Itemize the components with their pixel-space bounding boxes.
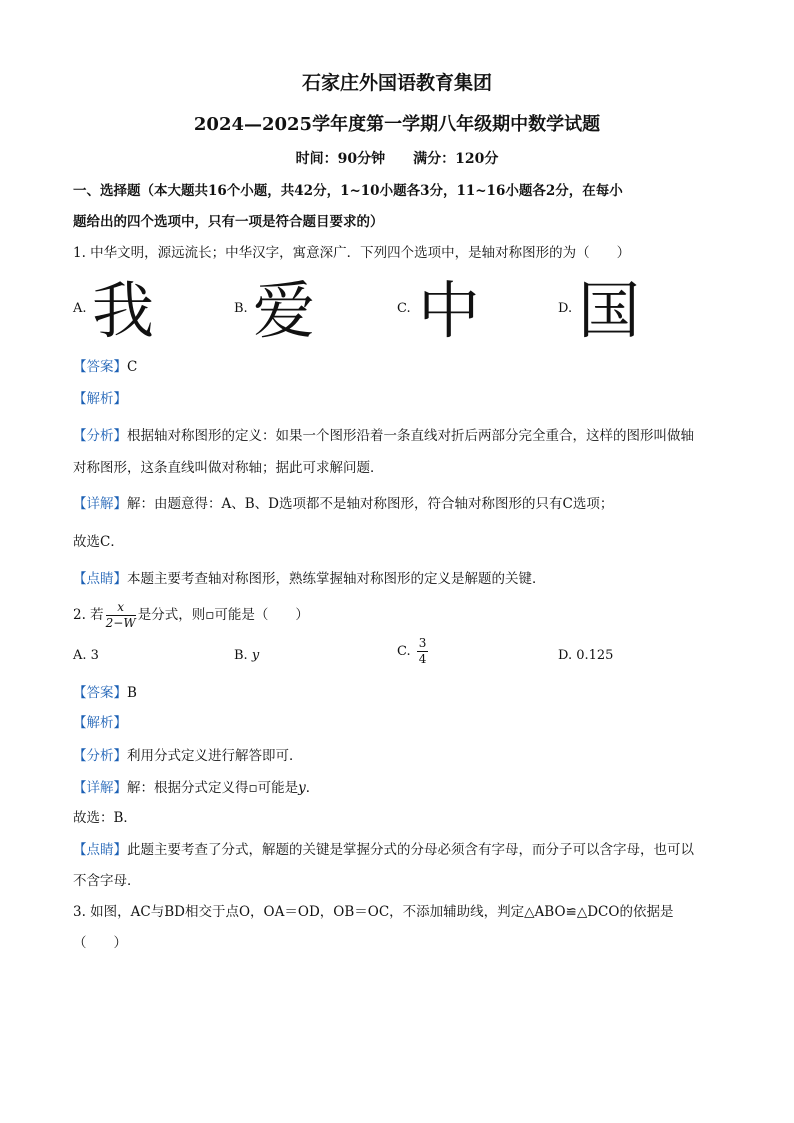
- frac-den: 4: [418, 652, 427, 666]
- section-heading-line2: 题给出的四个选项中，只有一项是符合题目要求的）: [73, 214, 384, 230]
- fenxi-tag: 【分析】: [73, 428, 127, 444]
- option-letter: A.: [73, 648, 87, 663]
- dianjing-text: 此题主要考查了分式，解题的关键是掌握分式的分母必须含有字母，而分子可以含字母，也可以: [127, 842, 694, 858]
- q2-answer: [73, 683, 137, 703]
- q1-analysis: [73, 389, 127, 409]
- fenxi-text: 根据轴对称图形的定义：如果一个图形沿着一条直线对折后两部分完全重合，这样的图形叫做轴: [127, 428, 694, 444]
- q3-stem-line2: （ ）: [73, 935, 127, 951]
- time-info: 时间：90分钟 满分：120分: [295, 151, 499, 167]
- q1-option-a-letter: A.: [73, 301, 87, 316]
- q1-dianjing: [73, 569, 546, 589]
- q1-option-d-letter: D.: [558, 301, 573, 316]
- answer-value: C: [127, 359, 138, 375]
- dianjing-text: 本题主要考查轴对称图形，熟练掌握轴对称图形的定义是解题的关键．: [127, 571, 546, 587]
- q1-option-c-char: 中: [418, 274, 481, 347]
- q2-xiangjie: [73, 778, 319, 798]
- q2-option-c: [397, 636, 430, 667]
- q2-fraction: [106, 600, 136, 631]
- q1-fenxi-line1: [73, 426, 694, 446]
- q2-suffix: 是分式，则▫可能是（ ）: [137, 607, 309, 623]
- q2-fenxi: [73, 746, 303, 766]
- q2-dianjing-line2: 不含字母．: [73, 873, 141, 889]
- option-letter: C.: [397, 644, 411, 659]
- q1-option-b-letter: B.: [234, 301, 248, 316]
- answer-tag: 【答案】: [73, 359, 127, 375]
- analysis-tag: 【解析】: [73, 391, 127, 407]
- q2-option-a: [73, 648, 99, 663]
- dianjing-tag: 【点睛】: [73, 571, 127, 587]
- xiangjie-text: 解：由题意得：A、B、D选项都不是轴对称图形，符合轴对称图形的只有C选项；: [127, 496, 614, 512]
- q3-stem-line1: 3. 如图，AC与BD相交于点O，OA＝OD，OB＝OC，不添加辅助线，判定△ABO≌△DCO的依据是: [73, 904, 674, 920]
- fenxi-tag: 【分析】: [73, 748, 127, 764]
- option-value: 3: [90, 648, 99, 663]
- q1-stem: 1. 中华文明，源远流长；中华汉字，寓意深广．下列四个选项中，是轴对称图形的为（ ）: [73, 245, 631, 261]
- answer-tag: 【答案】: [73, 685, 127, 701]
- q2-frac-num: x: [106, 600, 136, 616]
- option-fraction: [417, 636, 429, 667]
- q1-conclusion: 故选C．: [73, 534, 124, 550]
- answer-value: B: [127, 685, 137, 701]
- q2-analysis: [73, 713, 127, 733]
- xiangjie-tag: 【详解】: [73, 780, 127, 796]
- q1-fenxi-line2: 对称图形，这条直线叫做对称轴；据此可求解问题．: [73, 460, 384, 476]
- dianjing-tag: 【点睛】: [73, 842, 127, 858]
- xiangjie-tag: 【详解】: [73, 496, 127, 512]
- xiangjie-suffix: ．: [305, 780, 320, 796]
- q1-xiangjie: [73, 494, 613, 514]
- xiangjie-text: 解：根据分式定义得▫可能是: [127, 780, 299, 796]
- q2-stem: [73, 600, 309, 631]
- option-letter: D.: [558, 648, 573, 663]
- xiangjie-var: y: [298, 780, 306, 796]
- q2-prefix: 2. 若: [73, 607, 104, 623]
- exam-title: 2024—2025学年度第一学期八年级期中数学试题: [193, 114, 601, 135]
- q1-option-a-char: 我: [92, 274, 155, 347]
- option-value: 0.125: [576, 648, 614, 663]
- option-value: y: [251, 648, 260, 663]
- q2-option-d: [558, 648, 613, 663]
- q2-dianjing-line1: [73, 840, 694, 860]
- q2-conclusion: 故选：B．: [73, 810, 137, 826]
- option-letter: B.: [234, 648, 248, 663]
- frac-num: 3: [418, 636, 427, 650]
- fenxi-text: 利用分式定义进行解答即可．: [127, 748, 303, 764]
- q1-option-d-char: 国: [578, 274, 641, 347]
- q1-option-c-letter: C.: [397, 301, 411, 316]
- q2-option-b: [234, 648, 259, 663]
- analysis-tag: 【解析】: [73, 715, 127, 731]
- q2-frac-den: 2−W: [105, 616, 136, 630]
- school-name: 石家庄外国语教育集团: [301, 72, 492, 94]
- section-heading-line1: 一、选择题（本大题共16个小题，共42分，1~10小题各3分，11~16小题各2分，在每小: [73, 183, 623, 199]
- q1-answer: [73, 357, 137, 377]
- q1-option-b-char: 爱: [253, 274, 316, 347]
